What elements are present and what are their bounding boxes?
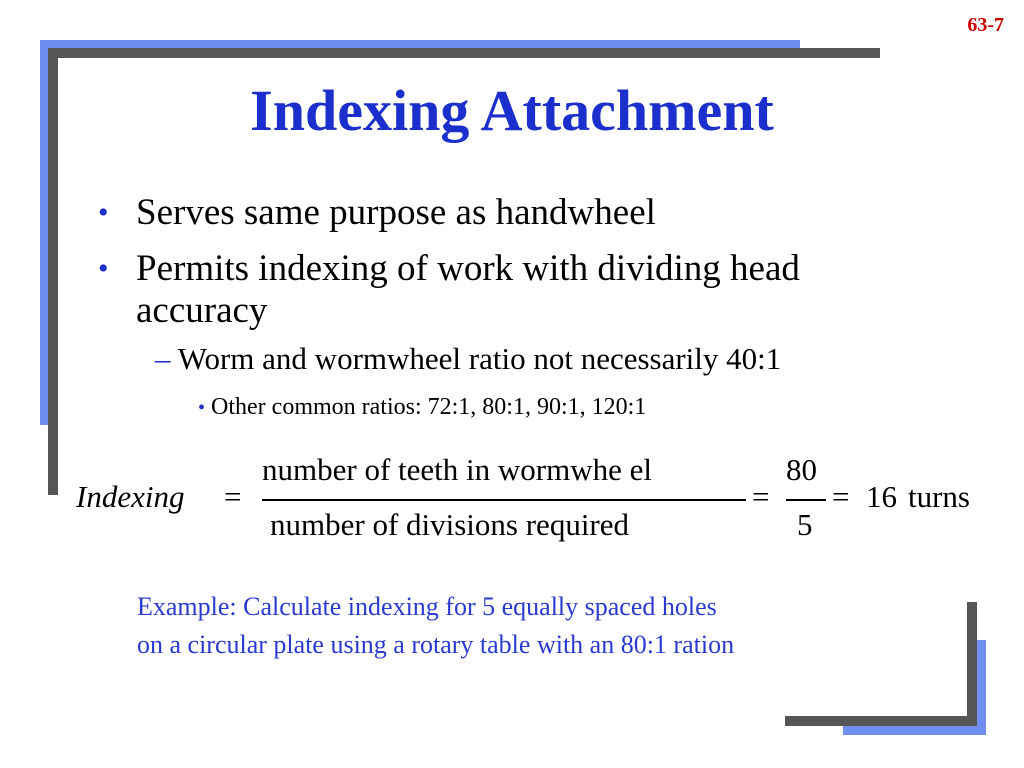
example-line-2: on a circular plate using a rotary table with an 80:1 ration	[137, 630, 735, 659]
bullet-text-line2: accuracy	[136, 290, 268, 331]
example-line-1: Example: Calculate indexing for 5 equally spaced holes	[137, 592, 717, 621]
formula-value-fraction-bar	[786, 499, 826, 501]
formula-fraction-bar	[262, 499, 746, 501]
page-number: 63-7	[967, 14, 1004, 36]
frame-bottomright-blue-vertical	[976, 640, 986, 735]
formula-lhs: Indexing	[76, 479, 185, 514]
formula-value-numerator: 80	[786, 452, 817, 487]
sub-bullet-worm-ratio	[155, 341, 781, 377]
slide-title: Indexing Attachment	[250, 78, 774, 143]
dash-marker: –	[155, 341, 171, 376]
bullet-text: Serves same purpose as handwheel	[136, 192, 656, 233]
formula-equals-2: =	[752, 479, 770, 514]
frame-topleft-gray-horizontal	[48, 48, 880, 58]
bullet-serves-same-purpose	[98, 192, 656, 234]
frame-bottomright-gray-vertical	[967, 602, 977, 726]
sub-bullet-text: Worm and wormwheel ratio not necessarily 40:1	[177, 341, 782, 376]
formula-result-unit: turns	[908, 479, 970, 514]
sub-sub-bullet-common-ratios	[198, 392, 646, 423]
bullet-dot: •	[98, 196, 109, 229]
bullet-permits-indexing	[98, 248, 800, 332]
formula-numerator: number of teeth in wormwhe el	[262, 452, 652, 487]
formula-equals-3: =	[832, 479, 850, 514]
indexing-formula	[0, 448, 1024, 563]
bullet-text-line1: Permits indexing of work with dividing head	[136, 248, 800, 289]
frame-bottomright-blue-horizontal	[843, 725, 986, 735]
formula-denominator: number of divisions required	[270, 507, 630, 542]
formula-value-denominator: 5	[797, 507, 813, 542]
example-text	[137, 588, 734, 664]
formula-equals-1: =	[224, 479, 242, 514]
sub-sub-bullet-text: Other common ratios: 72:1, 80:1, 90:1, 120:1	[211, 394, 647, 420]
bullet-dot: •	[98, 252, 109, 285]
formula-result-number: 16	[866, 479, 897, 514]
bullet-dot: •	[198, 397, 206, 419]
frame-bottomright-gray-horizontal	[785, 716, 977, 726]
